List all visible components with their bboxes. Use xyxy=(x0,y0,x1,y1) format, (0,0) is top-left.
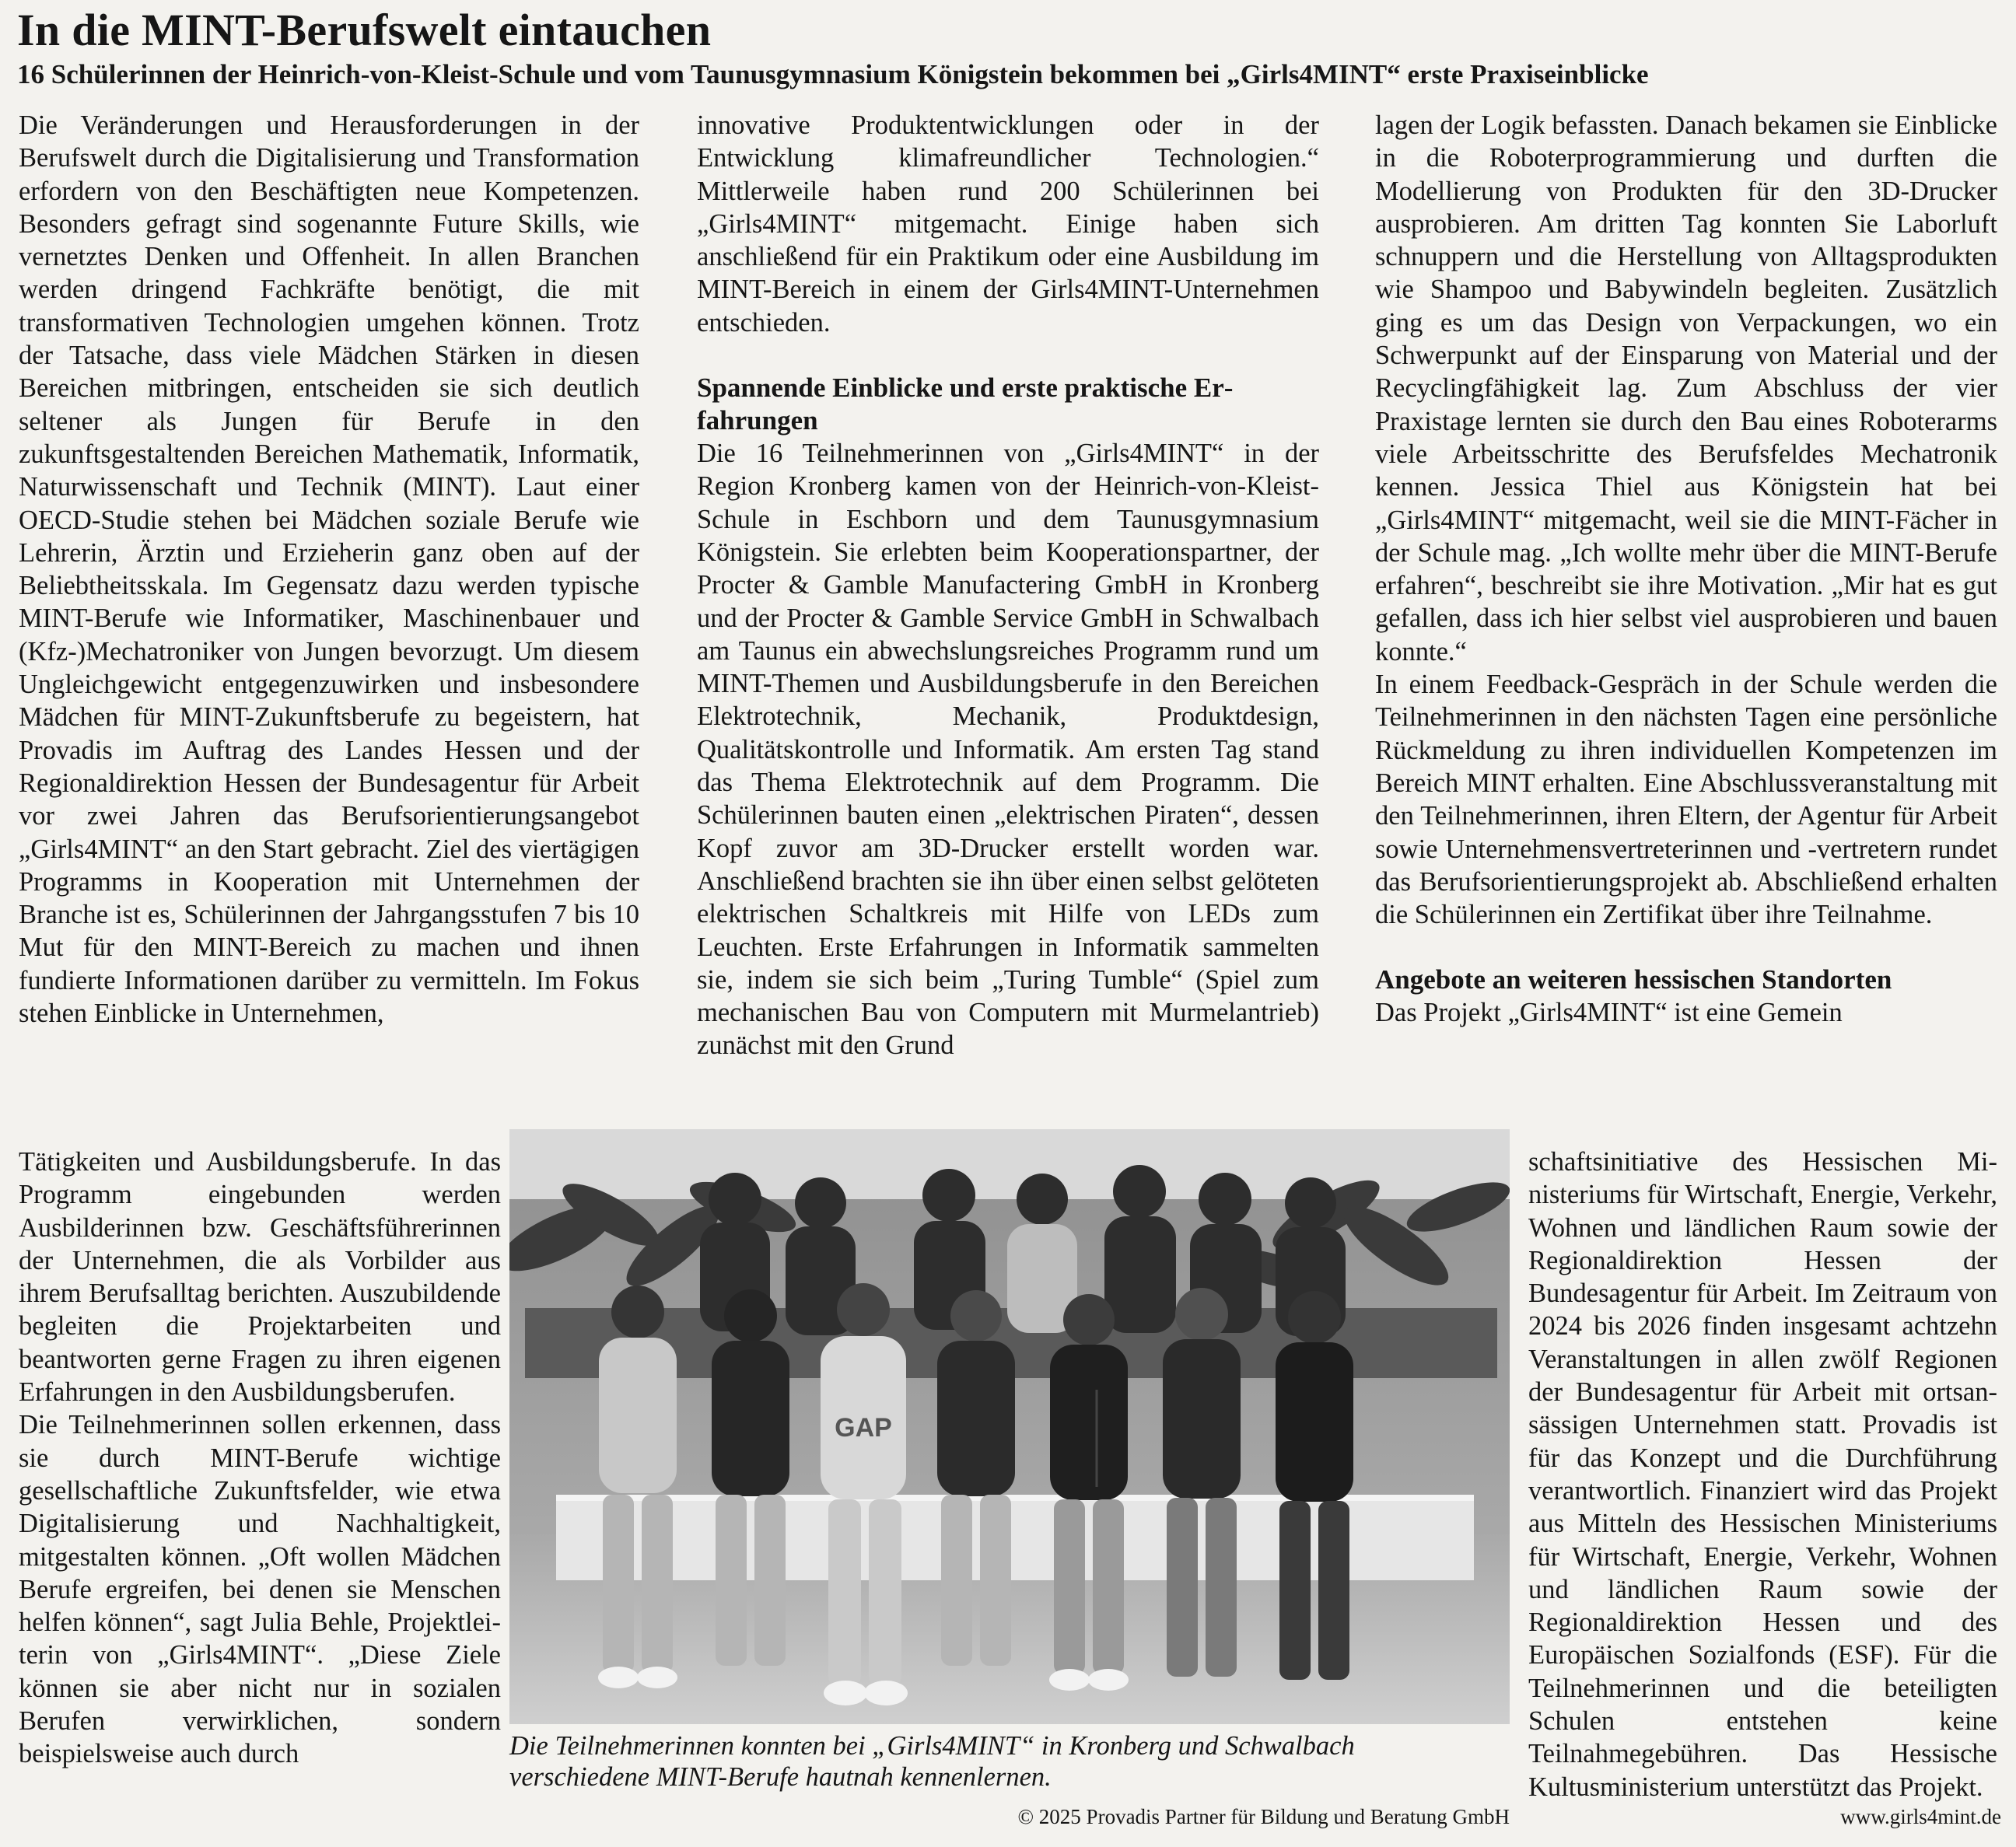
paragraph-project: schaftsinitiative des Hessischen Ministeriums für Wirtschaft, Energie, Verkehr, Wohnen und ländlichen Raum sowie der Regionaldirektion Hessen der Bundesagentur für Arbeit. Im Zeitraum von 2024 bis 2026 finden insgesamt achtzehn Veranstaltungen in allen zwölf Regionen der Bundesagentur für Arbeit mit ortsansässigen Unternehmen statt. Provadis ist für das Konzept und die Durchführung verantwortlich. Finanziert wird das Projekt aus Mitteln des Hessischen Ministeriums für Wirtschaft, Energie, Verkehr, Wohnen und ländlichen Raum sowie der Regionaldirektion Hessen und des Europäischen Sozialfonds (ESF). Für die Teilnehmerinnen und die beteiligten Schulen entstehen keine Teilnahmegebühren. Das Hessische Kultusministerium unterstützt das Projekt. xyxy=(1528,1147,1997,1802)
paragraph-participants: Die Teilnehmerinnen sollen erkennen, dass sie durch MINT-Berufe wichtige gesellschaftliche Zukunftsfelder, wie etwa Digitalisierung und Nachhaltigkeit, mitgestalten können. „Oft wollen Mädchen Berufe ergreifen, bei denen sie Menschen helfen können“, sagt Julia Behle, Projektleiterin von „Girls4MINT“. „Diese Ziele können sie aber nicht nur in sozialen Berufen verwirklichen, sondern beispielsweise auch durch xyxy=(19,1410,501,1769)
paragraph-logic: lagen der Logik befassten. Danach bekamen sie Einblicke in die Roboterprogrammierung und durften die Modellierung von Produkten für den 3D-Drucker ausprobieren. Am dritten Tag konnten Sie Laborluft schnuppern und die Herstellung von Alltagsprodukten wie Shampoo und Babywindeln begleiten. Zusätzlich ging es um das Design von Verpackungen, wo ein Schwerpunkt auf der Einsparung von Material und der Recyclingfähigkeit lag. Zum Abschluss der vier Praxistage lernten sie durch den Bau eines Roboterarms viele Arbeitsschritte des Berufsfeldes Mechatronik kennen. Jessica Thiel aus Königstein hat bei „Girls4MINT“ mitgemacht, weil sie die MINT-Fächer in der Schule mag. „Ich wollte mehr über die MINT-Berufe erfahren“, beschreibt sie ihre Motivation. „Mir hat es gut gefallen, dass ich hier selbst viel ausprobieren und bauen konnte.“ xyxy=(1375,110,1997,666)
caption-line-2: verschiedene MINT-Berufe hautnah kennenlernen. xyxy=(509,1762,1052,1792)
article-column-1 xyxy=(19,109,639,1030)
photo-copyright: © 2025 Provadis Partner für Bildung und Beratung GmbH xyxy=(1017,1805,1510,1828)
article-column-2 xyxy=(697,109,1319,1062)
paragraph-feedback: In einem Feedback-Gespräch in der Schule werden die Teilnehmerinnen in den nächsten Tagen eine persönliche Rückmeldung zu ihren individuellen Kompetenzen im Bereich MINT erhalten. Eine Abschlussveranstaltung mit den Teilnehmerinnen, ihren Eltern, der Agentur für Arbeit sowie Unternehmensvertreterinnen und -vertretern rundet das Berufsorientierungsprojekt ab. Abschließend erhalten die Schülerinnen ein Zertifikat über ihre Teilnahme. xyxy=(1375,670,1997,930)
photo-caption xyxy=(509,1730,1513,1793)
paragraph-program: Die 16 Teilnehmerinnen von „Girls4MINT“ in der Region Kronberg kamen von der Heinrich-von-Kleist-Schule in Eschborn und dem Taunusgymnasium Königstein. Sie erlebten beim Kooperationspartner, der Procter & Gamble Manufactering GmbH in Kronberg und der Procter & Gamble Service GmbH in Schwalbach am Taunus ein abwechslungsreiches Programm rund um MINT-Themen und Ausbildungsberufe in den Bereichen Elektrotechnik, Mechanik, Produktdesign, Qualitätskontrolle und Informatik. Am ersten Tag stand das Thema Elektrotechnik auf dem Programm. Die Schülerinnen bauten einen „elektrischen Piraten“, dessen Kopf zuvor am 3D-Drucker erstellt worden war. Anschließend brachten sie ihn über einen selbst gelöteten elektrischen Schaltkreis mit Hilfe von LEDs zum Leuchten. Erste Erfahrungen in Informatik sammelten sie, indem sie sich beim „Turing Tumble“ (Spiel zum mechanischen Bau von Computern mit Murmelantrieb) zunächst mit den Grund xyxy=(697,439,1319,1061)
section-heading-locations: Angebote an weiteren hessischen Standorten xyxy=(1375,964,1892,995)
paragraph-intro: Die Veränderungen und Herausforderungen in der Berufswelt durch die Digitalisierung und Transformation erfordern von den Beschäftigten neue Kompetenzen. Besonders gefragt sind sogenannte Future Skills, wie vernetztes Denken und Offenheit. In allen Branchen werden dringend Fachkräfte benötigt, die mit transformativen Technologien umgehen können. Trotz der Tatsache, dass viele Mädchen Stärken in diesen Bereichen mitbringen, entscheiden sie sich deutlich seltener als Jungen für Berufe in den zukunftsgestaltenden Bereichen Mathematik, Informatik, Naturwissenschaft und Technik (MINT). Laut einer OECD-Studie stehen bei Mädchen soziale Berufe wie Lehrerin, Ärztin und Erzieherin ganz oben auf der Beliebtheitsskala. Im Gegensatz dazu werden typische MINT-Berufe wie Informatiker, Maschinenbauer und (Kfz-)Mechatroniker von Jungen bevorzugt. Um diesem Ungleichgewicht entgegenzuwirken und insbesondere Mädchen für MINT-Zukunftsberufe zu begeistern, hat Provadis im Auftrag des Landes Hessen und der Regionaldirektion Hessen der Bundesagentur für Arbeit vor zwei Jahren das Berufsorientierungsangebot „Girls4MINT“ an den Start gebracht. Ziel des viertägigen Programms in Kooperation mit Unternehmen der Branche ist es, Schülerinnen der Jahrgangsstufen 7 bis 10 Mut für den MINT-Bereich zu machen und ihnen fundierte Informationen darüber zu vermitteln. Im Fokus stehen Einblicke in Unternehmen, xyxy=(19,110,639,1029)
paragraph-intro-continued: Tätigkeiten und Ausbildungsberufe. In das Programm eingebunden werden Ausbilderinnen bzw. Geschäftsführerinnen der Unternehmen, die als Vorbilder aus ihrem Berufsalltag berichten. Auszubildende begleiten die Projektarbeiten und beantworten gerne Fragen zu ihren eigenen Erfahrungen in den Ausbildungsberufen. xyxy=(19,1147,501,1408)
section-heading-insights: Spannende Einblicke und erste praktische Erfahrungen xyxy=(697,373,1234,436)
shirt-print-text: GAP xyxy=(835,1413,892,1443)
group-photo xyxy=(509,1129,1510,1724)
article-headline: In die MINT-Berufswelt eintauchen xyxy=(17,5,712,55)
article-column-3-continued xyxy=(1528,1146,1997,1803)
article-column-3 xyxy=(1375,109,1997,1030)
article-column-1-continued xyxy=(19,1146,501,1771)
website-url[interactable]: www.girls4mint.de xyxy=(1840,1805,2001,1828)
paragraph-innovation: innovative Produktentwicklungen oder in der Entwicklung klimafreundlicher Technologien.“ Mittlerweile haben rund 200 Schülerinnen bei „Girls4MINT“ mitgemacht. Einige haben sich anschließend für ein Praktikum oder eine Ausbildung im MINT-Bereich in einem der Girls4MINT-Unternehmen entschieden. xyxy=(697,110,1319,338)
article-subheadline: 16 Schülerinnen der Heinrich-von-Kleist-Schule und vom Taunusgymnasium Königstein bekommen bei „Girls4MINT“ erste Praxiseinblicke xyxy=(17,59,1649,89)
paragraph-project-start: Das Projekt „Girls4MINT“ ist eine Gemein xyxy=(1375,998,1843,1028)
caption-line-1: Die Teilnehmerinnen konnten bei „Girls4MINT“ in Kronberg und Schwalbach xyxy=(509,1731,1355,1761)
